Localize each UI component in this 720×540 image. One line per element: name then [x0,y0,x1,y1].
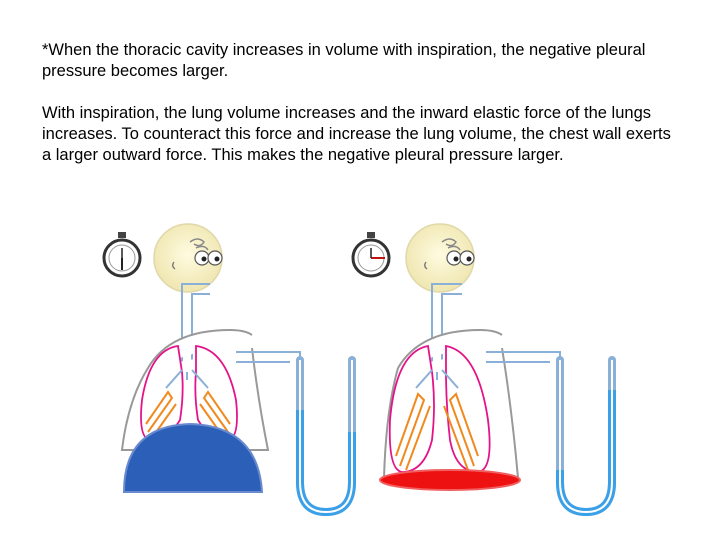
stopwatch-icon [353,232,389,276]
explanation-paragraph: With inspiration, the lung volume increases and the inward elastic force of the lungs increases. To counteract this force and increase the lung volume, the chest wall exerts a larger outward force. This makes the negative pleural pressure larger. [42,104,671,164]
face-icon [154,224,222,292]
statement-paragraph: *When the thoracic cavity increases in volume with inspiration, the negative pleural pressure becomes larger. [42,41,646,80]
face-icon [406,224,474,292]
diaphragm-contracted [380,470,520,490]
manometer [300,360,352,512]
panel-inspiration [353,224,612,512]
manometer [560,360,612,512]
stopwatch-icon [104,232,140,276]
panel-expiration [104,224,352,512]
